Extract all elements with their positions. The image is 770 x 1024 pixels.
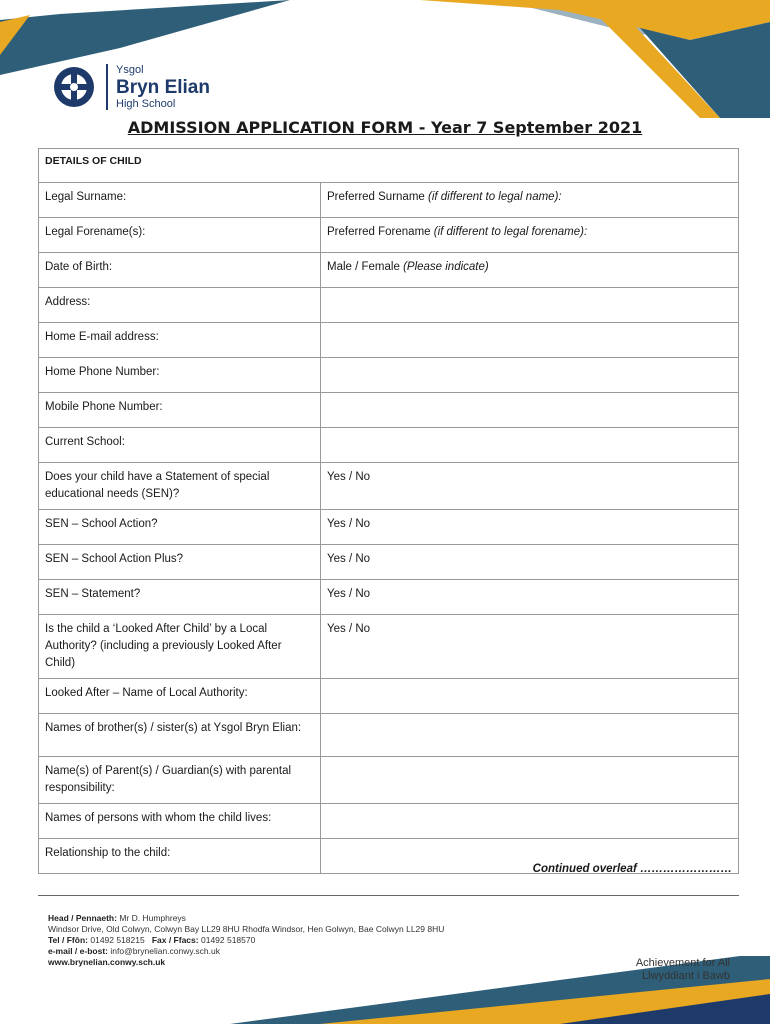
- contact-website[interactable]: www.brynelian.conwy.sch.uk: [48, 957, 166, 967]
- logo-high-school: High School: [116, 97, 176, 110]
- field-sen-school-action-plus: SEN – School Action Plus?: [39, 545, 321, 580]
- field-sen-statement-question: Does your child have a Statement of special educational needs (SEN)?: [39, 463, 321, 510]
- logo-divider: [106, 64, 108, 110]
- input-persons-child-lives-with[interactable]: [321, 804, 739, 839]
- child-details-table: [38, 148, 739, 874]
- field-local-authority: Looked After – Name of Local Authority:: [39, 679, 321, 714]
- choice-sen-school-action-plus[interactable]: Yes / No: [321, 545, 739, 580]
- field-current-school: Current School:: [39, 428, 321, 463]
- field-sen-statement: SEN – Statement?: [39, 580, 321, 615]
- school-crest-icon: [52, 65, 96, 109]
- field-mobile-phone: Mobile Phone Number:: [39, 393, 321, 428]
- input-address[interactable]: [321, 288, 739, 323]
- field-home-phone: Home Phone Number:: [39, 358, 321, 393]
- field-looked-after-child: Is the child a ‘Looked After Child’ by a Local Authority? (including a previously Looked After Child): [39, 615, 321, 679]
- logo-school-name: Bryn Elian: [116, 76, 210, 98]
- contact-block: [48, 913, 444, 968]
- contact-email: e-mail / e-bost: info@brynelian.conwy.sch.uk: [48, 946, 220, 956]
- field-preferred-surname[interactable]: Preferred Surname (if different to legal name):: [321, 183, 739, 218]
- contact-phone: Tel / Ffôn: 01492 518215 Fax / Ffacs: 01492 518570: [48, 935, 256, 945]
- field-parents-guardians: Name(s) of Parent(s) / Guardian(s) with parental responsibility:: [39, 757, 321, 804]
- contact-address: Windsor Drive, Old Colwyn, Colwyn Bay LL29 8HU Rhodfa Windsor, Hen Golwyn, Bae Colwyn LL29 8HU: [48, 924, 445, 934]
- school-logo: [52, 64, 210, 110]
- input-home-phone[interactable]: [321, 358, 739, 393]
- continued-overleaf-note: Continued overleaf ……………………: [532, 863, 732, 875]
- field-legal-forename[interactable]: Legal Forename(s):: [39, 218, 321, 253]
- field-preferred-forename[interactable]: Preferred Forename (if different to legal forename):: [321, 218, 739, 253]
- choice-sen[interactable]: Yes / No: [321, 463, 739, 510]
- input-mobile-phone[interactable]: [321, 393, 739, 428]
- motto-english: Achievement for All: [635, 957, 730, 969]
- field-relationship: Relationship to the child:: [39, 839, 321, 874]
- choice-looked-after-child[interactable]: Yes / No: [321, 615, 739, 679]
- section-heading: DETAILS OF CHILD: [39, 149, 739, 183]
- field-legal-surname[interactable]: Legal Surname:: [39, 183, 321, 218]
- input-siblings[interactable]: [321, 714, 739, 757]
- field-address: Address:: [39, 288, 321, 323]
- logo-ysgol: Ysgol: [116, 63, 144, 76]
- field-home-email: Home E-mail address:: [39, 323, 321, 358]
- footer-divider: [38, 895, 739, 896]
- input-current-school[interactable]: [321, 428, 739, 463]
- contact-head: Head / Pennaeth: Mr D. Humphreys: [48, 913, 186, 923]
- field-date-of-birth[interactable]: Date of Birth:: [39, 253, 321, 288]
- school-motto: [636, 957, 730, 983]
- input-parents-guardians[interactable]: [321, 757, 739, 804]
- choice-sen-school-action[interactable]: Yes / No: [321, 510, 739, 545]
- input-local-authority[interactable]: [321, 679, 739, 714]
- input-home-email[interactable]: [321, 323, 739, 358]
- form-title: ADMISSION APPLICATION FORM - Year 7 September 2021: [127, 118, 643, 137]
- choice-sen-statement[interactable]: Yes / No: [321, 580, 739, 615]
- field-sen-school-action: SEN – School Action?: [39, 510, 321, 545]
- field-persons-child-lives-with: Names of persons with whom the child lives:: [39, 804, 321, 839]
- field-siblings: Names of brother(s) / sister(s) at Ysgol Bryn Elian:: [39, 714, 321, 757]
- field-gender[interactable]: Male / Female (Please indicate): [321, 253, 739, 288]
- motto-welsh: Llwyddiant i Bawb: [641, 970, 730, 982]
